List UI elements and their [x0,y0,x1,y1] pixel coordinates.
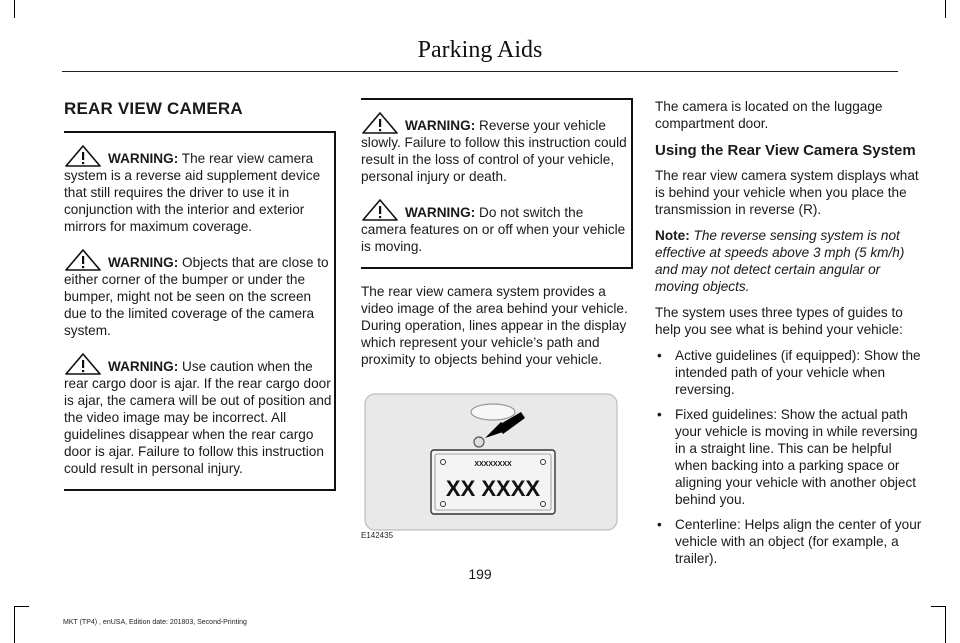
warning-triangle-icon [64,353,102,375]
warning-item [361,199,631,255]
warning-label: WARNING: [108,359,179,374]
header-divider [62,71,898,72]
plate-main-text: XX XXXX [445,476,541,501]
warning-box [64,131,336,491]
warning-triangle-icon [361,199,399,221]
crop-mark-top-left [14,0,16,18]
warning-label: WARNING: [108,151,179,166]
list-item: • Fixed guidelines: Show the actual path your vehicle is moving in while reversing in a straight line. This can be helpful when backing into a parking space or aligning your vehicle with another object behind you. [655,406,927,508]
warning-text: Objects that are close to either corner of the bumper or under the bumper, might not be seen on the screen due to the limited coverage of the camera system. [64,255,329,338]
subheading: Using the Rear View Camera System [655,142,916,159]
plate-top-text: XXXXXXXX [474,461,512,468]
camera-location-illustration [361,392,619,542]
warning-box [361,98,633,269]
camera-description: The rear view camera system provides a video image of the area behind your vehicle. During operation, lines appear in the display which represent your vehicle’s path and proximity to objects behind your vehicle. [361,284,628,367]
warning-triangle-icon [64,249,102,271]
column-1 [64,96,336,491]
liftgate-drawing [361,392,619,532]
crop-mark-bottom-right [931,606,946,643]
guides-intro: The system uses three types of guides to help you see what is behind your vehicle: [655,305,903,337]
warning-text: Use caution when the rear cargo door is ajar. If the rear cargo door is ajar, the camera will be out of position and the video image may be incorrect. All guidelines disappear when the rear cargo door is ajar. Failure to follow this instruction could result in personal injury. [64,359,332,476]
page-number: 199 [468,566,492,582]
warning-text: Do not switch the camera features on or off when your vehicle is moving. [361,205,626,254]
note-label: Note: [655,228,690,243]
system-description: The rear view camera system displays what is behind your vehicle when you place the transmission in reverse (R). [655,168,919,217]
warning-label: WARNING: [108,255,179,270]
warning-text: The rear view camera system is a reverse aid supplement device that still requires the driver to use it in conjunction with the interior and exterior mirrors for maximum coverage. [64,151,321,234]
warning-item [64,145,334,235]
warning-label: WARNING: [405,205,476,220]
footer-edition-info: MKT (TP4) , enUSA, Edition date: 201803, Second-Printing [63,619,247,626]
note-text: The reverse sensing system is not effective at speeds above 3 mph (5 km/h) and may not detect certain angular or moving objects. [655,228,905,294]
warning-item [64,353,334,477]
column-2 [361,96,633,542]
list-item: • Centerline: Helps align the center of your vehicle with an object (for example, a trailer). [655,516,927,567]
warning-label: WARNING: [405,118,476,133]
warning-item [64,249,334,339]
page-header-title: Parking Aids [417,37,543,63]
section-title: REAR VIEW CAMERA [64,99,243,118]
warning-triangle-icon [64,145,102,167]
warning-item [361,112,631,185]
warning-text: Reverse your vehicle slowly. Failure to follow this instruction could result in the loss of control of your vehicle, personal injury or death. [361,118,627,184]
warning-triangle-icon [361,112,399,134]
note [655,227,927,295]
list-item: • Active guidelines (if equipped): Show the intended path of your vehicle when reversing. [655,347,927,398]
camera-location-text: The camera is located on the luggage compartment door. [655,99,883,131]
column-3 [655,96,927,575]
crop-mark-bottom-left [14,606,29,643]
crop-mark-top-right [944,0,946,18]
figure-code: E142435 [361,531,394,540]
guides-list [655,347,927,567]
